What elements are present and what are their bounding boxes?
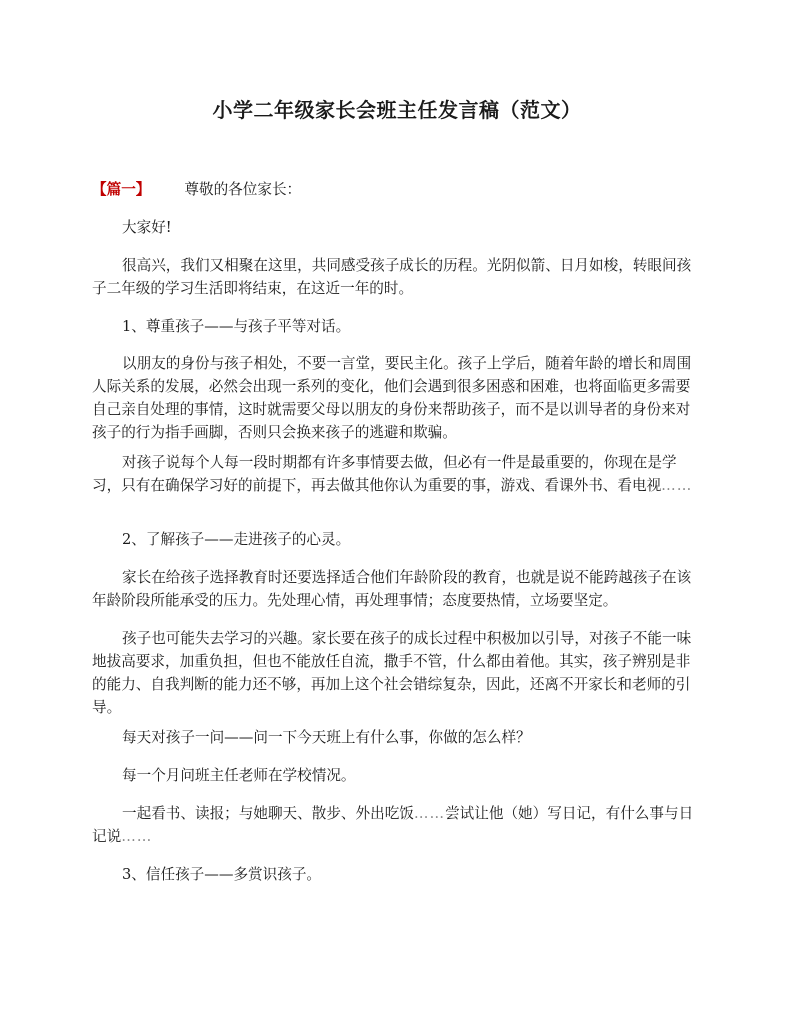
paragraph-9 <box>92 802 702 848</box>
section-heading <box>92 178 702 201</box>
paragraph-3: 以朋友的身份与孩子相处，不要一言堂，要民主化。孩子上学后，随着年龄的增长和周围人际关系的发展，必然会出现一系列的变化，他们会遇到很多困惑和困难，也将面临更多需要自己亲自处理的事情，这时就需要父母以朋友的身份来帮助孩子，而不是以训导者的身份来对孩子的行为指手画脚，否则只会换来孩子的逃避和欺骗。 <box>92 355 692 441</box>
paragraph-4-text: 对孩子说每个人每一段时期都有许多事情要去做，但必有一件是最重要的，你现在是学习，只有在确保学习好的前提下，再去做其他你认为重要的事，游戏、看课外书、看电视 <box>92 454 677 494</box>
paragraph-8: 每一个月问班主任老师在学校情况。 <box>122 767 356 784</box>
ellipsis: …… <box>413 805 446 822</box>
paragraph-1: 大家好! <box>122 219 172 236</box>
greeting: 尊敬的各位家长： <box>184 181 302 198</box>
paragraph-4 <box>92 451 702 497</box>
paragraph-6: 孩子也可能失去学习的兴趣。家长要在孩子的成长过程中积极加以引导，对孩子不能一味地拔高要求，加重负担，但也不能放任自流，撒手不管，什么都由着他。其实，孩子辨别是非的能力、自我判断的能力还不够，再加上这个社会错综复杂，因此，还离不开家长和老师的引导。 <box>92 630 692 716</box>
paragraph-9-text-a: 一起看书、读报；与她聊天、散步、外出吃饭 <box>122 805 414 822</box>
heading-3: 3、信任孩子——多赏识孩子。 <box>122 866 322 883</box>
paragraph-2: 很高兴，我们又相聚在这里，共同感受孩子成长的历程。光阴似箭、日月如梭，转眼间孩子二年级的学习生活即将结束，在这近一年的时。 <box>92 257 692 297</box>
section-tag: 【篇一】 <box>92 181 151 198</box>
ellipsis: …… <box>661 477 693 494</box>
heading-1: 1、尊重孩子——与孩子平等对话。 <box>122 318 351 335</box>
document-title: 小学二年级家长会班主任发言稿（范文） <box>212 98 582 122</box>
ellipsis: …… <box>121 828 153 845</box>
paragraph-5: 家长在给孩子选择教育时还要选择适合他们年龄阶段的教育，也就是说不能跨越孩子在该年龄阶段所能承受的压力。先处理心情，再处理事情；态度要热情，立场要坚定。 <box>92 569 692 609</box>
paragraph-9-text-b: 尝试让他（她）写日记，有什么事与日记说 <box>92 805 694 845</box>
heading-2: 2、了解孩子——走进孩子的心灵。 <box>122 531 351 548</box>
paragraph-7: 每天对孩子一问——问一下今天班上有什么事，你做的怎么样？ <box>122 729 531 746</box>
